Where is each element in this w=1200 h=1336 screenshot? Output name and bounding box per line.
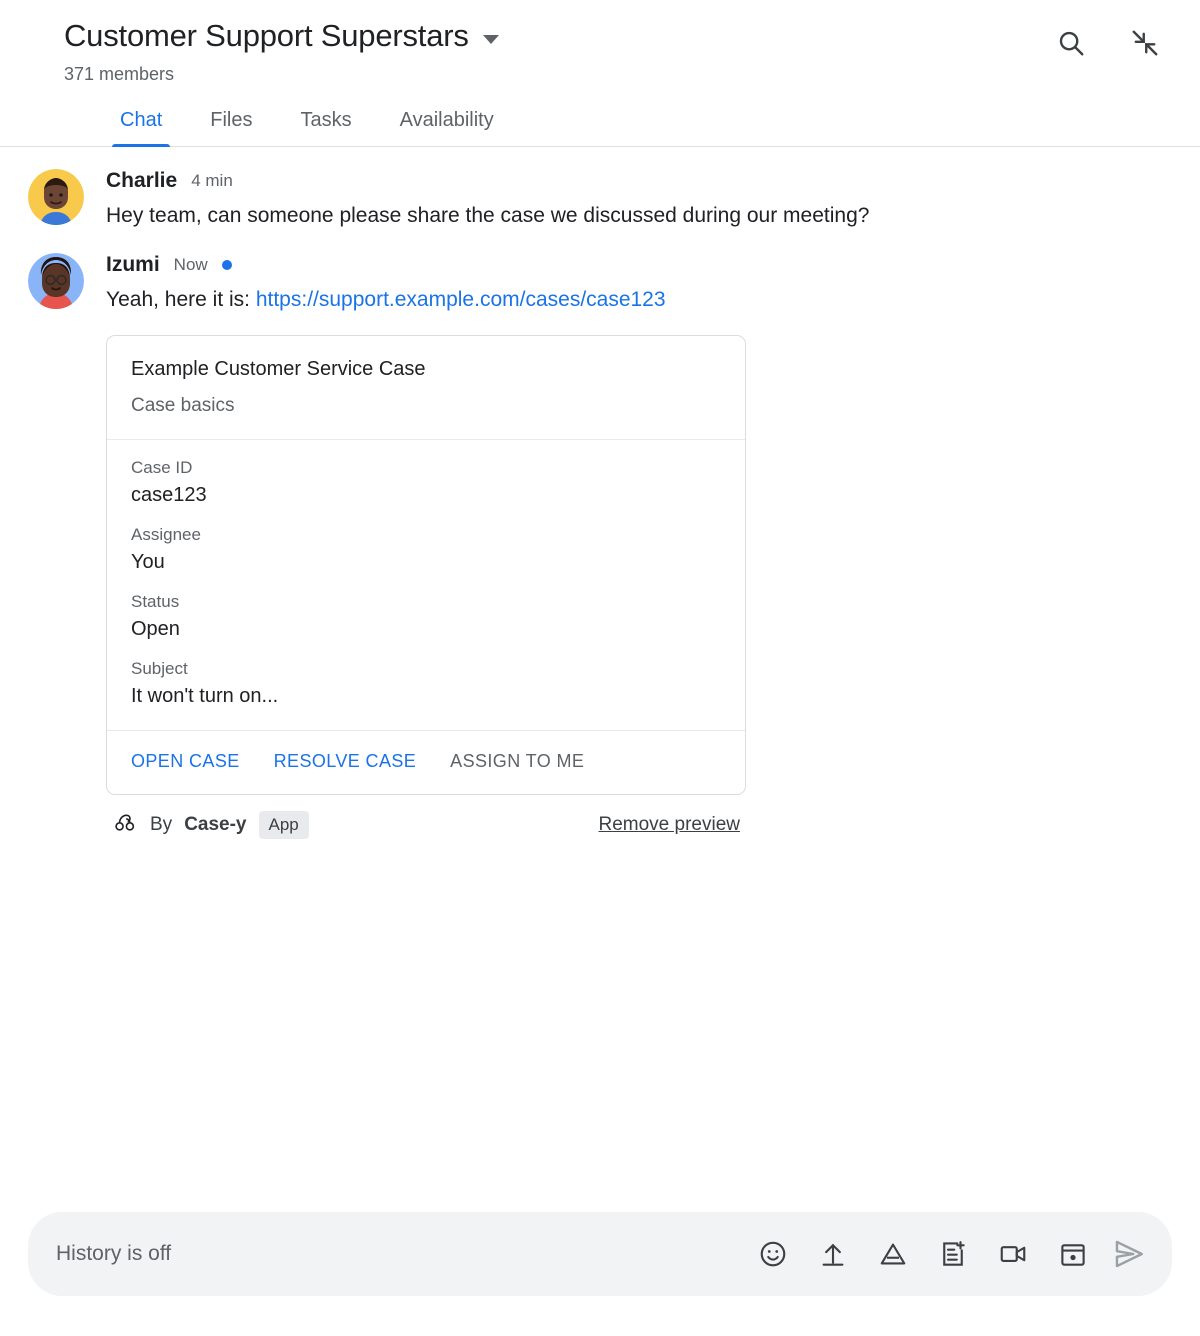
header-actions xyxy=(1054,26,1162,60)
message-header xyxy=(106,253,1172,277)
card-actions xyxy=(107,731,745,794)
card-subtitle: Case basics xyxy=(131,395,235,417)
message-timestamp: Now xyxy=(173,255,208,275)
video-meeting-icon[interactable] xyxy=(998,1239,1028,1269)
calendar-icon[interactable] xyxy=(1058,1239,1088,1269)
field-label: Subject xyxy=(131,659,188,679)
room-header xyxy=(0,0,1200,85)
card-field-assignee xyxy=(131,525,721,574)
tab-files[interactable]: Files xyxy=(210,109,253,131)
message-composer[interactable] xyxy=(28,1212,1172,1296)
drive-icon[interactable] xyxy=(878,1239,908,1269)
message-timestamp: 4 min xyxy=(191,171,233,190)
member-count: 371 members xyxy=(64,64,175,84)
open-case-button[interactable]: OPEN CASE xyxy=(131,751,240,772)
collapse-icon[interactable] xyxy=(1128,26,1162,60)
upload-icon[interactable] xyxy=(818,1239,848,1269)
field-label: Case ID xyxy=(131,458,193,478)
remove-preview-link[interactable]: Remove preview xyxy=(598,814,740,836)
message-item xyxy=(28,169,1172,231)
field-label: Status xyxy=(131,592,180,612)
room-tabs xyxy=(0,85,1200,147)
card-field-case-id xyxy=(131,458,721,507)
tab-tasks[interactable]: Tasks xyxy=(300,109,352,131)
message-author: Izumi xyxy=(106,253,160,277)
chevron-down-icon[interactable] xyxy=(483,35,499,44)
resolve-case-button[interactable]: RESOLVE CASE xyxy=(273,751,417,772)
message-item xyxy=(28,253,1172,841)
room-title-row[interactable] xyxy=(64,18,1172,54)
message-text xyxy=(106,285,1172,315)
emoji-icon[interactable] xyxy=(758,1239,788,1269)
case-link[interactable]: https://support.example.com/cases/case123 xyxy=(255,288,666,312)
message-author: Charlie xyxy=(106,169,178,192)
field-value: case123 xyxy=(131,484,207,507)
field-label: Assignee xyxy=(131,525,201,545)
message-body xyxy=(106,253,1172,841)
field-value: It won't turn on... xyxy=(131,685,279,708)
tab-availability[interactable]: Availability xyxy=(399,109,494,131)
app-badge: App xyxy=(259,811,309,839)
card-footer xyxy=(106,809,746,841)
message-input[interactable]: History is off xyxy=(56,1242,172,1265)
card-byline xyxy=(112,809,309,841)
send-icon[interactable] xyxy=(1112,1237,1146,1271)
message-text-prefix: Yeah, here it is: xyxy=(106,288,256,312)
message-header xyxy=(106,169,1172,193)
message-text: Hey team, can someone please share the case we discussed during our meeting? xyxy=(106,204,870,227)
unread-indicator-icon xyxy=(222,260,232,270)
composer-area xyxy=(0,1194,1200,1336)
avatar[interactable] xyxy=(28,169,84,225)
card-field-subject xyxy=(131,659,721,708)
assign-to-me-button[interactable]: ASSIGN TO ME xyxy=(450,751,585,772)
card-fields xyxy=(107,440,745,731)
page-title: Customer Support Superstars xyxy=(64,18,469,53)
composer-icons xyxy=(758,1239,1088,1269)
case-preview-card xyxy=(106,335,746,795)
app-name: Case-y xyxy=(184,814,247,836)
tab-chat[interactable]: Chat xyxy=(96,103,186,146)
message-body xyxy=(106,169,1172,231)
byline-prefix: By xyxy=(150,814,173,836)
card-header xyxy=(107,336,745,440)
field-value: You xyxy=(131,551,165,574)
card-title: Example Customer Service Case xyxy=(131,358,426,381)
add-task-icon[interactable] xyxy=(938,1239,968,1269)
message-list xyxy=(0,147,1200,1194)
search-icon[interactable] xyxy=(1054,26,1088,60)
avatar[interactable] xyxy=(28,253,84,309)
field-value: Open xyxy=(131,618,180,641)
bot-icon xyxy=(112,809,138,841)
card-field-status xyxy=(131,592,721,641)
